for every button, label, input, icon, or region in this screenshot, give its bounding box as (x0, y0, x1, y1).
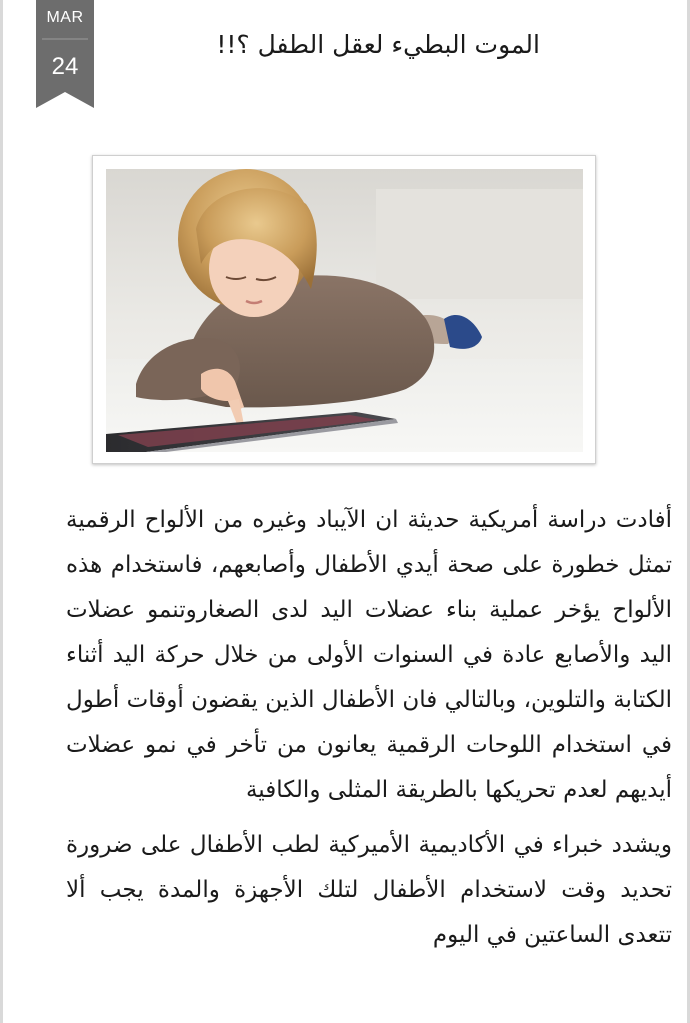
post-title[interactable]: الموت البطيء لعقل الطفل ؟!! (216, 30, 540, 59)
child-using-tablet-photo[interactable] (106, 169, 583, 452)
date-ribbon (36, 0, 94, 108)
date-month: MAR (46, 9, 84, 26)
date-day: 24 (51, 53, 79, 80)
article-paragraph-1: أفادت دراسة أمريكية حديثة ان الآيباد وغيره من الألواح الرقمية تمثل خطورة على صحة أيدي الأطفال وأصابعهم، فاستخدام هذه الألواح يؤخر عملية بناء عضلات اليد لدى الصغاروتنمو عضلات اليد والأصابع عادة في السنوات الأولى من خلال حركة اليد أثناء الكتابة والتلوين، وبالتالي فان الأطفال الذين يقضون أوقات أطول في استخدام اللوحات الرقمية يعانون من تأخر في نمو عضلات أيديهم لعدم تحريكها بالطريقة المثلى والكافية (66, 507, 672, 803)
post-image-frame (92, 155, 596, 464)
page-left-border (0, 0, 3, 1023)
article-body (66, 498, 672, 968)
article-paragraph-2: ويشدد خبراء في الأكاديمية الأميركية لطب الأطفال على ضرورة تحديد وقت لاستخدام الأطفال لتلك الأجهزة والمدة يجب ألا تتعدى الساعتين في اليوم (66, 832, 672, 948)
